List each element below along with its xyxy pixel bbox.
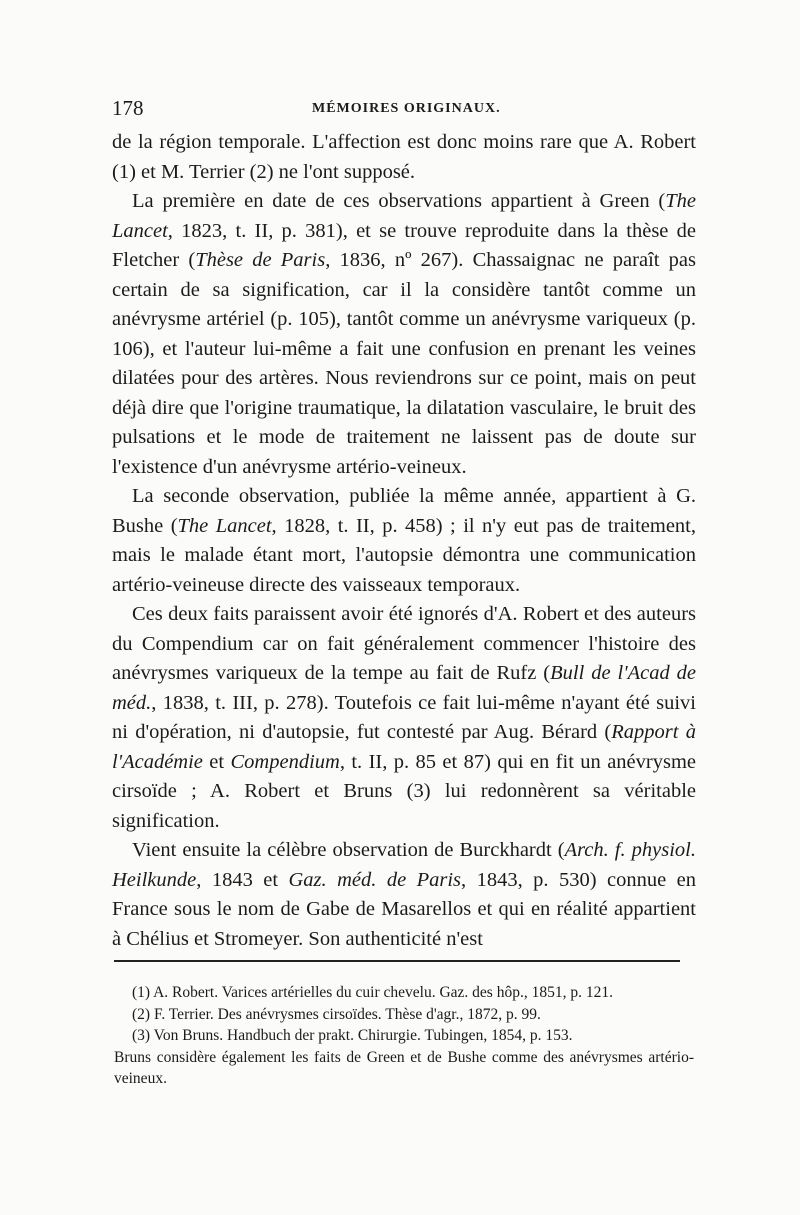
footnote-3: (3) Von Bruns. Handbuch der prakt. Chirurgie. Tubingen, 1854, p. 153.	[132, 1027, 573, 1044]
body-text	[112, 128, 696, 954]
paragraph	[112, 128, 696, 187]
paragraph	[112, 482, 696, 600]
italic-citation: Arch. f. physiol. Heilkunde	[112, 839, 696, 891]
italic-citation: Thèse de Paris	[195, 249, 326, 271]
text-run: , 1836, nº 267). Chassaignac ne paraît pas certain de sa signification, car il la considère tantôt comme un anévrysme artériel (p. 105), tantôt comme un anévrysme variqueux (p. 106), et l'auteur lui-même a fait une confusion en prenant les veines dilatées pour des artères. Nous reviendrons sur ce point, mais on peut déjà dire que l'origine traumatique, la dilatation vasculaire, le bruit des pulsations et le mode de traitement ne laissent pas de doute sur l'existence d'un anévrysme artério-veineux.	[112, 249, 696, 478]
running-title: MÉMOIRES ORIGINAUX.	[312, 101, 501, 116]
page-header	[112, 96, 692, 126]
text-run: de la région temporale. L'affection est donc moins rare que A. Robert (1) et M. Terrier (2) ne l'ont supposé.	[112, 131, 696, 183]
text-run: La seconde observation, publiée la même année, appartient à G. Bushe (	[112, 485, 696, 537]
text-run: , t. II, p. 85 et 87) qui en fit un anévrysme cirsoïde ; A. Robert et Bruns (3) lui redonnèrent sa véritable signification.	[112, 750, 696, 832]
paragraph	[112, 836, 696, 954]
text-run: La première en date de ces observations appartient à Green (	[132, 190, 666, 212]
paragraph	[112, 187, 696, 482]
italic-citation: Rapport à l'Académie	[112, 721, 696, 773]
italic-citation: Compendium	[230, 750, 340, 773]
paragraph	[112, 600, 696, 836]
italic-citation: The Lancet	[177, 514, 272, 537]
footnote-1: (1) A. Robert. Varices artérielles du cuir chevelu. Gaz. des hôp., 1851, p. 121.	[132, 984, 613, 1001]
text-run: , 1828, t. II, p. 458) ; il n'y eut pas de traitement, mais le malade étant mort, l'autopsie démontra une communication artério-veineuse directe des vaisseaux temporaux.	[112, 514, 696, 596]
text-run: , 1843 et	[196, 868, 289, 891]
page-number: 178	[112, 96, 144, 120]
footnote-3-continuation: Bruns considère également les faits de Green et de Bushe comme des anévrysmes artério-veineux.	[114, 1048, 694, 1087]
footnote-2: (2) F. Terrier. Des anévrysmes cirsoïdes. Thèse d'agr., 1872, p. 99.	[132, 1005, 541, 1023]
text-run: Vient ensuite la célèbre observation de Burckhardt (	[132, 839, 565, 861]
text-run: Ces deux faits paraissent avoir été ignorés d'A. Robert et des auteurs du Compendium car on fait généralement commencer l'histoire des anévrysmes variqueux de la tempe au fait de Rufz (	[112, 603, 696, 684]
italic-citation: Gaz. méd. de Paris	[288, 868, 462, 891]
text-run: , 1838, t. III, p. 278). Toutefois ce fait lui-même n'ayant été suivi ni d'opération, ni d'autopsie, fut contesté par Aug. Bérard (	[112, 691, 696, 743]
text-run: , 1823, t. II, p. 381), et se trouve reproduite dans la thèse de Fletcher (	[112, 219, 696, 271]
text-run: et	[202, 750, 231, 773]
text-run: , 1843, p. 530) connue en France sous le nom de Gabe de Masarellos et qui en réalité appartient à Chélius et Stromeyer. Son authenticité n'est	[112, 868, 697, 950]
italic-citation: The Lancet	[112, 190, 696, 242]
italic-citation: Bull de l'Acad de méd.	[112, 662, 697, 714]
footnote-rule	[114, 960, 680, 962]
footnotes	[114, 982, 694, 1090]
